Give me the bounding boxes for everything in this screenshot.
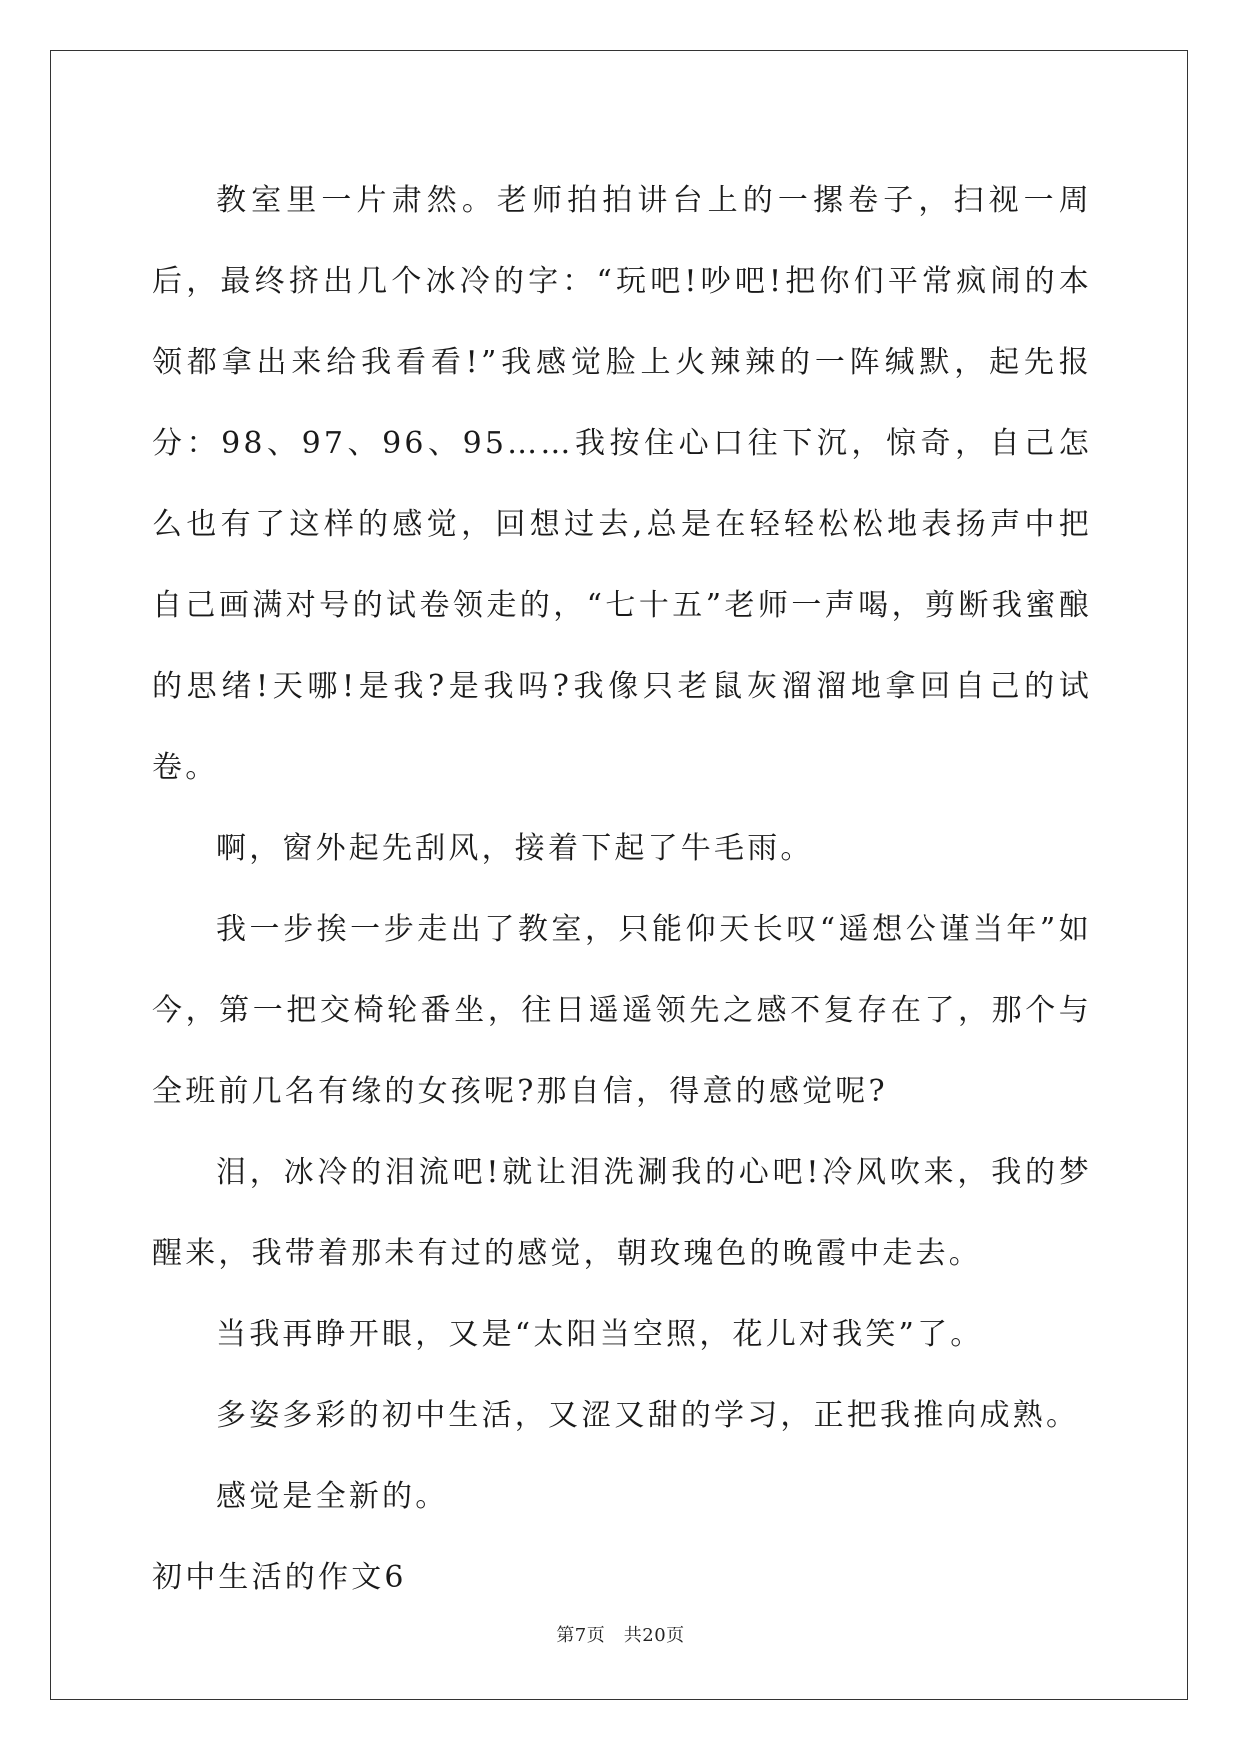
section-heading: 初中生活的作文6 <box>152 1560 407 1595</box>
paragraph-new-feeling: 感觉是全新的。 <box>216 1479 449 1514</box>
paragraph-sun-shining: 当我再睁开眼，又是“太阳当空照，花儿对我笑”了。 <box>216 1317 984 1352</box>
paragraph-leaving-classroom: 我一步挨一步走出了教室，只能仰天长叹“遥想公谨当年”如今，第一把交椅轮番坐，往日遥遥领先之感不复存在了，那个与全班前几名有缘的女孩呢?那自信，得意的感觉呢? <box>152 912 1092 1109</box>
paragraph-wind-rain: 啊，窗外起先刮风，接着下起了牛毛雨。 <box>216 831 814 866</box>
paragraph-tears: 泪，冰冷的泪流吧!就让泪洗涮我的心吧!冷风吹来，我的梦醒来，我带着那未有过的感觉，朝玫瑰色的晚霞中走去。 <box>152 1155 1092 1271</box>
paragraph-exam-scores: 教室里一片肃然。老师拍拍讲台上的一摞卷子，扫视一周后，最终挤出几个冰冷的字：“玩吧!吵吧!把你们平常疯闹的本领都拿出来给我看看!”我感觉脸上火辣辣的一阵缄默，起先报分：98、97、96、95……我按住心口往下沉，惊奇，自己怎么也有了这样的感觉，回想过去,总是在轻轻松松地表扬声中把自己画满对号的试卷领走的，“七十五”老师一声喝，剪断我蜜酿的思绪!天哪!是我?是我吗?我像只老鼠灰溜溜地拿回自己的试卷。 <box>152 183 1092 785</box>
paragraph-middle-school-life: 多姿多彩的初中生活，又涩又甜的学习，正把我推向成熟。 <box>216 1398 1080 1433</box>
page-number-footer: 第7页 共20页 <box>556 1625 685 1646</box>
document-body <box>152 160 1092 1618</box>
